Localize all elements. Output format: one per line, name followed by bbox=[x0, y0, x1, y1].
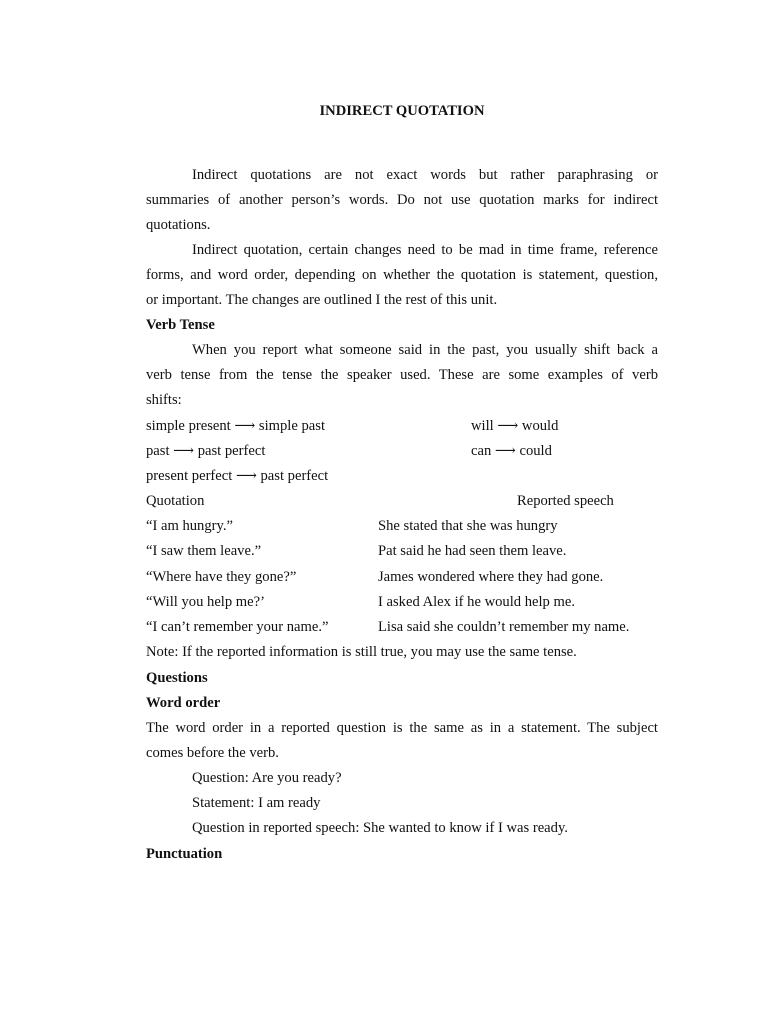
shift-right: can ⟶ could bbox=[471, 443, 552, 459]
page-title: INDIRECT QUOTATION bbox=[319, 103, 485, 119]
examples-header-row bbox=[146, 491, 658, 511]
example-quote: “I saw them leave.” bbox=[146, 543, 262, 559]
quotation-header: Quotation bbox=[146, 493, 205, 509]
example-row bbox=[146, 516, 658, 536]
shift-left: past ⟶ past perfect bbox=[146, 443, 266, 459]
word-order-p-line-2: comes before the verb. bbox=[146, 745, 279, 761]
shift-row bbox=[146, 416, 658, 436]
document-page bbox=[146, 0, 658, 1024]
verb-tense-p-line-1: When you report what someone said in the past, you usually shift back a bbox=[192, 342, 658, 358]
intro-p1-line-3: quotations. bbox=[146, 217, 211, 233]
example-row bbox=[146, 592, 658, 612]
intro-p1-line-2: summaries of another person’s words. Do not use quotation marks for indirect bbox=[146, 192, 658, 208]
shift-right: will ⟶ would bbox=[471, 418, 559, 434]
example-row bbox=[146, 567, 658, 587]
example-reported: She stated that she was hungry bbox=[378, 518, 558, 534]
example-reported: Pat said he had seen them leave. bbox=[378, 543, 567, 559]
example-quote: “Will you help me?’ bbox=[146, 594, 265, 610]
shift-left: present perfect ⟶ past perfect bbox=[146, 468, 329, 484]
example-reported: I asked Alex if he would help me. bbox=[378, 594, 575, 610]
verb-tense-p-line-2: verb tense from the tense the speaker used. These are some examples of verb bbox=[146, 367, 658, 383]
example-row bbox=[146, 617, 658, 637]
questions-heading: Questions bbox=[146, 670, 208, 686]
question-example: Question: Are you ready? bbox=[192, 770, 342, 786]
verb-tense-heading: Verb Tense bbox=[146, 317, 215, 333]
shift-row bbox=[146, 466, 658, 486]
intro-p2-line-1: Indirect quotation, certain changes need to be mad in time frame, reference bbox=[192, 242, 658, 258]
word-order-p-line-1: The word order in a reported question is the same as in a statement. The subject bbox=[146, 720, 658, 736]
shift-row bbox=[146, 441, 658, 461]
statement-example: Statement: I am ready bbox=[192, 795, 321, 811]
example-row bbox=[146, 541, 658, 561]
example-reported: James wondered where they had gone. bbox=[378, 569, 604, 585]
tense-note: Note: If the reported information is still true, you may use the same tense. bbox=[146, 644, 577, 660]
example-quote: “I can’t remember your name.” bbox=[146, 619, 329, 635]
example-quote: “I am hungry.” bbox=[146, 518, 233, 534]
punctuation-heading: Punctuation bbox=[146, 846, 223, 862]
intro-p2-line-3: or important. The changes are outlined I the rest of this unit. bbox=[146, 292, 498, 308]
example-reported: Lisa said she couldn’t remember my name. bbox=[378, 619, 630, 635]
intro-p1-line-1: Indirect quotations are not exact words but rather paraphrasing or bbox=[192, 167, 658, 183]
reported-speech-header: Reported speech bbox=[517, 493, 614, 509]
intro-p2-line-2: forms, and word order, depending on whether the quotation is statement, question, bbox=[146, 267, 658, 283]
reported-question-example: Question in reported speech: She wanted to know if I was ready. bbox=[192, 820, 568, 836]
example-quote: “Where have they gone?” bbox=[146, 569, 297, 585]
word-order-subheading: Word order bbox=[146, 695, 221, 711]
shift-left: simple present ⟶ simple past bbox=[146, 418, 325, 434]
verb-tense-p-line-3: shifts: bbox=[146, 392, 182, 408]
